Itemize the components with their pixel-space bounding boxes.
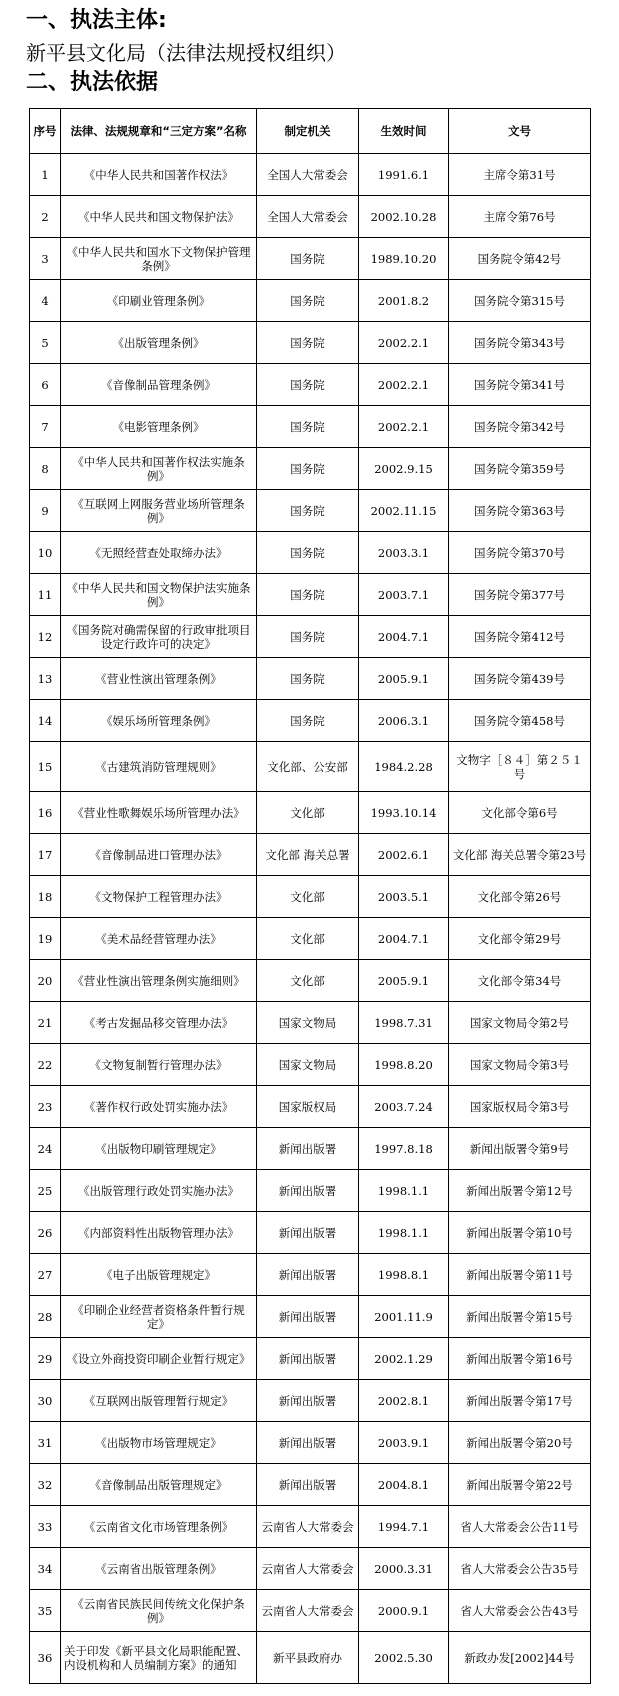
cell-no: 2 [30, 196, 61, 238]
cell-doc: 主席令第31号 [449, 154, 591, 196]
cell-no: 12 [30, 616, 61, 658]
table-row [30, 574, 591, 616]
cell-authority: 文化部、公安部 [257, 742, 359, 792]
cell-date: 2001.8.2 [359, 280, 449, 322]
cell-date: 2005.9.1 [359, 960, 449, 1002]
cell-doc: 国家文物局令第2号 [449, 1002, 591, 1044]
cell-date: 1998.8.20 [359, 1044, 449, 1086]
cell-authority: 国务院 [257, 574, 359, 616]
cell-no: 34 [30, 1548, 61, 1590]
cell-authority: 国务院 [257, 406, 359, 448]
cell-doc: 国务院令第343号 [449, 322, 591, 364]
cell-no: 33 [30, 1506, 61, 1548]
header-doc: 文号 [449, 109, 591, 154]
section-2-title: 二、执法依据 [26, 70, 159, 95]
cell-date: 1984.2.28 [359, 742, 449, 792]
cell-no: 17 [30, 834, 61, 876]
cell-authority: 云南省人大常委会 [257, 1590, 359, 1632]
cell-date: 2003.5.1 [359, 876, 449, 918]
table-row [30, 238, 591, 280]
table-row [30, 960, 591, 1002]
table-row [30, 1548, 591, 1590]
cell-date: 2004.7.1 [359, 918, 449, 960]
cell-no: 23 [30, 1086, 61, 1128]
cell-date: 2003.3.1 [359, 532, 449, 574]
cell-no: 30 [30, 1380, 61, 1422]
table-row [30, 1212, 591, 1254]
cell-doc: 国务院令第363号 [449, 490, 591, 532]
cell-doc: 省人大常委会公告11号 [449, 1506, 591, 1548]
cell-name: 《国务院对确需保留的行政审批项目设定行政许可的决定》 [61, 616, 257, 658]
table-body [30, 154, 591, 1684]
cell-authority: 国务院 [257, 448, 359, 490]
cell-authority: 国家版权局 [257, 1086, 359, 1128]
cell-name: 《云南省民族民间传统文化保护条例》 [61, 1590, 257, 1632]
cell-no: 31 [30, 1422, 61, 1464]
cell-authority: 国家文物局 [257, 1044, 359, 1086]
cell-no: 26 [30, 1212, 61, 1254]
cell-doc: 省人大常委会公告43号 [449, 1590, 591, 1632]
cell-authority: 全国人大常委会 [257, 154, 359, 196]
cell-no: 36 [30, 1632, 61, 1684]
cell-date: 2004.7.1 [359, 616, 449, 658]
cell-authority: 国家文物局 [257, 1002, 359, 1044]
cell-name: 《互联网上网服务营业场所管理条例》 [61, 490, 257, 532]
cell-no: 19 [30, 918, 61, 960]
enforcement-body-name: 新平县文化局（法律法规授权组织） [26, 41, 346, 65]
cell-name: 《考古发掘品移交管理办法》 [61, 1002, 257, 1044]
cell-date: 2002.11.15 [359, 490, 449, 532]
cell-doc: 省人大常委会公告35号 [449, 1548, 591, 1590]
cell-authority: 新闻出版署 [257, 1464, 359, 1506]
cell-no: 9 [30, 490, 61, 532]
cell-no: 32 [30, 1464, 61, 1506]
cell-name: 《中华人民共和国著作权法》 [61, 154, 257, 196]
cell-authority: 文化部 [257, 918, 359, 960]
cell-name: 《无照经营查处取缔办法》 [61, 532, 257, 574]
cell-doc: 国务院令第412号 [449, 616, 591, 658]
cell-no: 27 [30, 1254, 61, 1296]
cell-date: 2002.8.1 [359, 1380, 449, 1422]
cell-name: 《娱乐场所管理条例》 [61, 700, 257, 742]
cell-name: 《著作权行政处罚实施办法》 [61, 1086, 257, 1128]
cell-date: 1998.1.1 [359, 1212, 449, 1254]
cell-authority: 文化部 海关总署 [257, 834, 359, 876]
table-row [30, 490, 591, 532]
cell-name: 《云南省文化市场管理条例》 [61, 1506, 257, 1548]
cell-doc: 国务院令第439号 [449, 658, 591, 700]
header-date: 生效时间 [359, 109, 449, 154]
cell-authority: 国务院 [257, 700, 359, 742]
table-row [30, 1506, 591, 1548]
cell-doc: 国务院令第377号 [449, 574, 591, 616]
table-row [30, 322, 591, 364]
cell-name: 《印刷业管理条例》 [61, 280, 257, 322]
cell-date: 2002.5.30 [359, 1632, 449, 1684]
table-row [30, 658, 591, 700]
table-row [30, 918, 591, 960]
table-row [30, 196, 591, 238]
cell-name: 《古建筑消防管理规则》 [61, 742, 257, 792]
cell-date: 2005.9.1 [359, 658, 449, 700]
cell-doc: 新闻出版署令第12号 [449, 1170, 591, 1212]
table-row [30, 532, 591, 574]
cell-name: 《音像制品管理条例》 [61, 364, 257, 406]
cell-doc: 国务院令第370号 [449, 532, 591, 574]
cell-date: 2003.7.24 [359, 1086, 449, 1128]
cell-name: 《营业性演出管理条例》 [61, 658, 257, 700]
table-row [30, 1254, 591, 1296]
cell-authority: 国务院 [257, 490, 359, 532]
cell-no: 11 [30, 574, 61, 616]
cell-date: 2002.2.1 [359, 364, 449, 406]
header-name: 法律、法规规章和“三定方案”名称 [61, 109, 257, 154]
cell-name: 《中华人民共和国文物保护法》 [61, 196, 257, 238]
cell-name: 《印刷企业经营者资格条件暂行规定》 [61, 1296, 257, 1338]
cell-date: 2002.1.29 [359, 1338, 449, 1380]
cell-doc: 文化部令第26号 [449, 876, 591, 918]
cell-doc: 文化部 海关总署令第23号 [449, 834, 591, 876]
cell-authority: 国务院 [257, 616, 359, 658]
cell-authority: 国务院 [257, 364, 359, 406]
cell-doc: 新闻出版署令第10号 [449, 1212, 591, 1254]
cell-date: 2002.2.1 [359, 322, 449, 364]
cell-name: 《美术品经营管理办法》 [61, 918, 257, 960]
cell-name: 《出版物市场管理规定》 [61, 1422, 257, 1464]
table-row [30, 406, 591, 448]
table-row [30, 1296, 591, 1338]
cell-no: 14 [30, 700, 61, 742]
cell-date: 2006.3.1 [359, 700, 449, 742]
table-row [30, 1464, 591, 1506]
header-authority: 制定机关 [257, 109, 359, 154]
table-row [30, 1590, 591, 1632]
cell-date: 2004.8.1 [359, 1464, 449, 1506]
table-row [30, 1338, 591, 1380]
cell-authority: 国务院 [257, 658, 359, 700]
table-row [30, 1086, 591, 1128]
table-row [30, 1002, 591, 1044]
cell-date: 2000.3.31 [359, 1548, 449, 1590]
cell-name: 《音像制品出版管理规定》 [61, 1464, 257, 1506]
cell-doc: 国务院令第359号 [449, 448, 591, 490]
cell-name: 《电影管理条例》 [61, 406, 257, 448]
cell-doc: 国务院令第341号 [449, 364, 591, 406]
cell-date: 2002.9.15 [359, 448, 449, 490]
cell-date: 2002.6.1 [359, 834, 449, 876]
table-row [30, 1422, 591, 1464]
cell-doc: 国家文物局令第3号 [449, 1044, 591, 1086]
table-row [30, 1128, 591, 1170]
cell-name: 《设立外商投资印刷企业暂行规定》 [61, 1338, 257, 1380]
table-row [30, 280, 591, 322]
cell-authority: 新闻出版署 [257, 1422, 359, 1464]
cell-date: 2003.7.1 [359, 574, 449, 616]
cell-name: 《云南省出版管理条例》 [61, 1548, 257, 1590]
cell-no: 10 [30, 532, 61, 574]
cell-authority: 全国人大常委会 [257, 196, 359, 238]
cell-name: 《营业性歌舞娱乐场所管理办法》 [61, 792, 257, 834]
cell-date: 1998.1.1 [359, 1170, 449, 1212]
cell-name: 《中华人民共和国文物保护法实施条例》 [61, 574, 257, 616]
cell-no: 24 [30, 1128, 61, 1170]
legal-basis-table [29, 108, 591, 1684]
cell-date: 2000.9.1 [359, 1590, 449, 1632]
cell-name: 《文物保护工程管理办法》 [61, 876, 257, 918]
cell-no: 35 [30, 1590, 61, 1632]
cell-authority: 新闻出版署 [257, 1212, 359, 1254]
cell-name: 《营业性演出管理条例实施细则》 [61, 960, 257, 1002]
cell-authority: 文化部 [257, 792, 359, 834]
cell-authority: 国务院 [257, 280, 359, 322]
cell-authority: 国务院 [257, 322, 359, 364]
cell-doc: 新闻出版署令第22号 [449, 1464, 591, 1506]
cell-name: 《出版管理条例》 [61, 322, 257, 364]
cell-date: 2002.2.1 [359, 406, 449, 448]
cell-date: 1993.10.14 [359, 792, 449, 834]
cell-no: 5 [30, 322, 61, 364]
cell-authority: 国务院 [257, 238, 359, 280]
cell-authority: 新闻出版署 [257, 1338, 359, 1380]
cell-doc: 国务院令第42号 [449, 238, 591, 280]
cell-doc: 文化部令第6号 [449, 792, 591, 834]
cell-no: 21 [30, 1002, 61, 1044]
cell-name: 《文物复制暂行管理办法》 [61, 1044, 257, 1086]
table-row [30, 154, 591, 196]
cell-authority: 新平县政府办 [257, 1632, 359, 1684]
cell-date: 1994.7.1 [359, 1506, 449, 1548]
table-row [30, 616, 591, 658]
cell-date: 1997.8.18 [359, 1128, 449, 1170]
cell-authority: 国务院 [257, 532, 359, 574]
cell-authority: 新闻出版署 [257, 1380, 359, 1422]
cell-name: 《内部资料性出版物管理办法》 [61, 1212, 257, 1254]
cell-date: 1989.10.20 [359, 238, 449, 280]
cell-doc: 新闻出版署令第9号 [449, 1128, 591, 1170]
cell-date: 2003.9.1 [359, 1422, 449, 1464]
cell-no: 18 [30, 876, 61, 918]
cell-no: 3 [30, 238, 61, 280]
cell-doc: 国务院令第315号 [449, 280, 591, 322]
cell-no: 1 [30, 154, 61, 196]
cell-date: 1998.8.1 [359, 1254, 449, 1296]
table-row [30, 1044, 591, 1086]
cell-no: 22 [30, 1044, 61, 1086]
cell-no: 20 [30, 960, 61, 1002]
table-header-row [30, 109, 591, 154]
cell-doc: 新闻出版署令第11号 [449, 1254, 591, 1296]
cell-no: 6 [30, 364, 61, 406]
table-row [30, 834, 591, 876]
cell-no: 16 [30, 792, 61, 834]
cell-authority: 文化部 [257, 960, 359, 1002]
table-row [30, 742, 591, 792]
cell-authority: 新闻出版署 [257, 1296, 359, 1338]
table-row [30, 1380, 591, 1422]
cell-doc: 新闻出版署令第17号 [449, 1380, 591, 1422]
cell-authority: 新闻出版署 [257, 1254, 359, 1296]
cell-doc: 国务院令第342号 [449, 406, 591, 448]
cell-name: 《出版管理行政处罚实施办法》 [61, 1170, 257, 1212]
section-1-title: 一、执法主体: [26, 8, 167, 33]
cell-no: 8 [30, 448, 61, 490]
cell-name: 《中华人民共和国著作权法实施条例》 [61, 448, 257, 490]
cell-date: 2002.10.28 [359, 196, 449, 238]
cell-authority: 新闻出版署 [257, 1128, 359, 1170]
cell-authority: 云南省人大常委会 [257, 1548, 359, 1590]
table-row [30, 1632, 591, 1684]
cell-doc: 主席令第76号 [449, 196, 591, 238]
cell-no: 25 [30, 1170, 61, 1212]
cell-authority: 云南省人大常委会 [257, 1506, 359, 1548]
table-row [30, 700, 591, 742]
cell-doc: 新闻出版署令第20号 [449, 1422, 591, 1464]
cell-doc: 国家版权局令第3号 [449, 1086, 591, 1128]
cell-name: 《电子出版管理规定》 [61, 1254, 257, 1296]
cell-no: 28 [30, 1296, 61, 1338]
table-row [30, 1170, 591, 1212]
cell-name: 《中华人民共和国水下文物保护管理条例》 [61, 238, 257, 280]
table-row [30, 876, 591, 918]
cell-authority: 新闻出版署 [257, 1170, 359, 1212]
cell-no: 7 [30, 406, 61, 448]
cell-no: 4 [30, 280, 61, 322]
cell-no: 13 [30, 658, 61, 700]
cell-doc: 文化部令第29号 [449, 918, 591, 960]
table-row [30, 792, 591, 834]
table-row [30, 364, 591, 406]
table-row [30, 448, 591, 490]
header-no: 序号 [30, 109, 61, 154]
cell-name: 《音像制品进口管理办法》 [61, 834, 257, 876]
cell-doc: 新政办发[2002]44号 [449, 1632, 591, 1684]
cell-no: 15 [30, 742, 61, 792]
cell-date: 1998.7.31 [359, 1002, 449, 1044]
cell-doc: 文物字［８４］第２５１号 [449, 742, 591, 792]
cell-date: 2001.11.9 [359, 1296, 449, 1338]
cell-name: 《互联网出版管理暂行规定》 [61, 1380, 257, 1422]
cell-doc: 新闻出版署令第15号 [449, 1296, 591, 1338]
cell-doc: 文化部令第34号 [449, 960, 591, 1002]
cell-name: 《出版物印刷管理规定》 [61, 1128, 257, 1170]
cell-date: 1991.6.1 [359, 154, 449, 196]
cell-no: 29 [30, 1338, 61, 1380]
cell-doc: 新闻出版署令第16号 [449, 1338, 591, 1380]
cell-doc: 国务院令第458号 [449, 700, 591, 742]
cell-authority: 文化部 [257, 876, 359, 918]
cell-name: 关于印发《新平县文化局职能配置、内设机构和人员编制方案》的通知 [61, 1632, 257, 1684]
